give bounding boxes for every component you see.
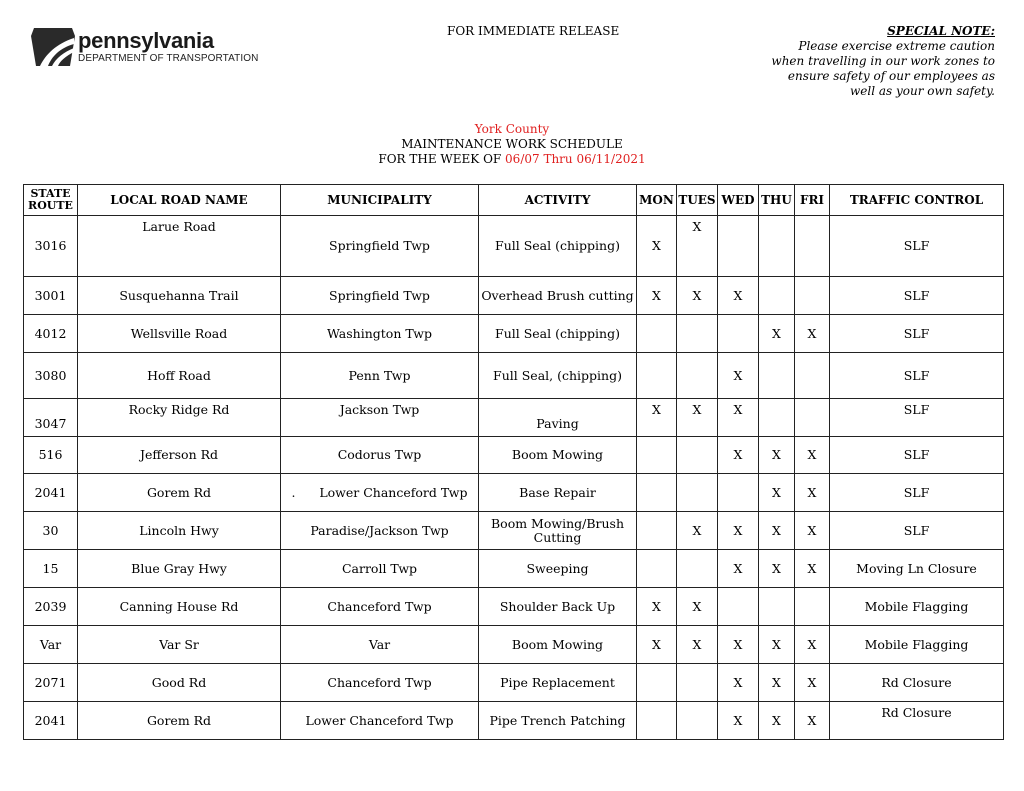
cell-activity: Boom Mowing/Brush Cutting xyxy=(479,512,637,550)
cell-traffic: Rd Closure xyxy=(830,664,1004,702)
cell-municipality: Chanceford Twp xyxy=(281,664,479,702)
table-row xyxy=(24,588,1004,626)
cell-activity: Boom Mowing xyxy=(479,437,637,474)
cell-tue xyxy=(677,437,718,474)
week-line xyxy=(0,152,1024,167)
table-row xyxy=(24,399,1004,437)
col-activity: ACTIVITY xyxy=(479,185,637,216)
cell-wed: X xyxy=(718,277,759,315)
cell-road: Larue Road xyxy=(78,216,281,277)
cell-municipality: Springfield Twp xyxy=(281,277,479,315)
cell-activity: Full Seal (chipping) xyxy=(479,315,637,353)
cell-mon xyxy=(637,353,677,399)
cell-mon xyxy=(637,702,677,740)
cell-mon: X xyxy=(637,588,677,626)
week-range: 06/07 Thru 06/11/2021 xyxy=(505,152,646,166)
cell-activity: Base Repair xyxy=(479,474,637,512)
cell-traffic: Moving Ln Closure xyxy=(830,550,1004,588)
cell-tue: X xyxy=(677,512,718,550)
cell-fri: X xyxy=(795,512,830,550)
logo-subtitle: DEPARTMENT OF TRANSPORTATION xyxy=(78,53,259,64)
cell-thu: X xyxy=(759,626,795,664)
col-tue: TUES xyxy=(677,185,718,216)
cell-wed: X xyxy=(718,626,759,664)
cell-activity: Paving xyxy=(479,399,637,437)
cell-activity: Sweeping xyxy=(479,550,637,588)
table-row xyxy=(24,353,1004,399)
cell-route: 4012 xyxy=(24,315,78,353)
cell-tue: X xyxy=(677,277,718,315)
cell-wed xyxy=(718,588,759,626)
schedule-title: MAINTENANCE WORK SCHEDULE xyxy=(401,137,623,151)
cell-fri xyxy=(795,353,830,399)
table-row xyxy=(24,437,1004,474)
cell-thu xyxy=(759,588,795,626)
cell-traffic: SLF xyxy=(830,437,1004,474)
cell-tue xyxy=(677,664,718,702)
cell-wed: X xyxy=(718,353,759,399)
cell-thu: X xyxy=(759,550,795,588)
cell-traffic: Rd Closure xyxy=(830,702,1004,740)
cell-traffic: SLF xyxy=(830,353,1004,399)
cell-thu: X xyxy=(759,474,795,512)
cell-traffic: SLF xyxy=(830,315,1004,353)
cell-tue xyxy=(677,315,718,353)
cell-road: Jefferson Rd xyxy=(78,437,281,474)
cell-road: Blue Gray Hwy xyxy=(78,550,281,588)
cell-road: Good Rd xyxy=(78,664,281,702)
col-mon: MON xyxy=(637,185,677,216)
cell-thu xyxy=(759,353,795,399)
cell-route: 3047 xyxy=(24,399,78,437)
cell-road: Gorem Rd xyxy=(78,474,281,512)
cell-mon xyxy=(637,437,677,474)
cell-road: Hoff Road xyxy=(78,353,281,399)
cell-route: 2039 xyxy=(24,588,78,626)
release-label: FOR IMMEDIATE RELEASE xyxy=(447,24,620,38)
table-row xyxy=(24,315,1004,353)
col-state-route xyxy=(24,185,78,216)
cell-thu: X xyxy=(759,664,795,702)
cell-thu xyxy=(759,277,795,315)
cell-tue: X xyxy=(677,399,718,437)
cell-traffic: SLF xyxy=(830,399,1004,437)
cell-mon xyxy=(637,512,677,550)
cell-tue xyxy=(677,702,718,740)
cell-route: Var xyxy=(24,626,78,664)
cell-route: 3016 xyxy=(24,216,78,277)
cell-wed: X xyxy=(718,399,759,437)
col-traffic-control: TRAFFIC CONTROL xyxy=(830,185,1004,216)
cell-municipality: Jackson Twp xyxy=(281,399,479,437)
table-row xyxy=(24,626,1004,664)
cell-traffic: Mobile Flagging xyxy=(830,588,1004,626)
col-road-name: LOCAL ROAD NAME xyxy=(78,185,281,216)
cell-thu xyxy=(759,216,795,277)
cell-mon xyxy=(637,550,677,588)
cell-fri xyxy=(795,277,830,315)
cell-municipality: Codorus Twp xyxy=(281,437,479,474)
cell-municipality: Var xyxy=(281,626,479,664)
keystone-road-icon xyxy=(30,26,76,68)
cell-municipality: Chanceford Twp xyxy=(281,588,479,626)
cell-municipality: Washington Twp xyxy=(281,315,479,353)
cell-wed: X xyxy=(718,664,759,702)
table-row xyxy=(24,550,1004,588)
cell-thu: X xyxy=(759,315,795,353)
cell-tue xyxy=(677,474,718,512)
cell-tue: X xyxy=(677,626,718,664)
cell-wed xyxy=(718,216,759,277)
cell-road: Var Sr xyxy=(78,626,281,664)
cell-road: Gorem Rd xyxy=(78,702,281,740)
cell-fri xyxy=(795,399,830,437)
cell-road: Susquehanna Trail xyxy=(78,277,281,315)
cell-activity: Full Seal, (chipping) xyxy=(479,353,637,399)
cell-route: 2071 xyxy=(24,664,78,702)
special-note-line: ensure safety of our employees as xyxy=(787,69,995,83)
cell-municipality: Lower Chanceford Twp xyxy=(281,702,479,740)
cell-tue: X xyxy=(677,216,718,277)
cell-thu: X xyxy=(759,512,795,550)
cell-route: 516 xyxy=(24,437,78,474)
cell-municipality: . Lower Chanceford Twp xyxy=(281,474,479,512)
table-row xyxy=(24,664,1004,702)
penndot-logo xyxy=(30,26,260,70)
cell-thu xyxy=(759,399,795,437)
cell-road: Wellsville Road xyxy=(78,315,281,353)
table-row xyxy=(24,277,1004,315)
cell-fri: X xyxy=(795,474,830,512)
table-row xyxy=(24,512,1004,550)
special-note-title: SPECIAL NOTE: xyxy=(887,24,995,38)
cell-mon: X xyxy=(637,277,677,315)
special-note xyxy=(771,24,995,99)
cell-traffic: SLF xyxy=(830,216,1004,277)
cell-traffic: SLF xyxy=(830,474,1004,512)
county-name: York County xyxy=(474,122,550,136)
cell-activity: Pipe Trench Patching xyxy=(479,702,637,740)
cell-traffic: SLF xyxy=(830,512,1004,550)
cell-municipality: Penn Twp xyxy=(281,353,479,399)
cell-route: 3001 xyxy=(24,277,78,315)
cell-mon xyxy=(637,315,677,353)
cell-wed: X xyxy=(718,702,759,740)
cell-mon xyxy=(637,474,677,512)
col-municipality: MUNICIPALITY xyxy=(281,185,479,216)
cell-wed: X xyxy=(718,512,759,550)
cell-route: 30 xyxy=(24,512,78,550)
cell-fri xyxy=(795,216,830,277)
cell-municipality: Paradise/Jackson Twp xyxy=(281,512,479,550)
cell-fri: X xyxy=(795,702,830,740)
cell-fri: X xyxy=(795,437,830,474)
col-fri: FRI xyxy=(795,185,830,216)
special-note-line: when travelling in our work zones to xyxy=(771,54,995,68)
cell-wed xyxy=(718,315,759,353)
table-row xyxy=(24,216,1004,277)
cell-activity: Pipe Replacement xyxy=(479,664,637,702)
cell-activity: Boom Mowing xyxy=(479,626,637,664)
logo-wordmark: pennsylvania xyxy=(78,28,214,53)
cell-mon xyxy=(637,664,677,702)
cell-wed: X xyxy=(718,550,759,588)
cell-road: Rocky Ridge Rd xyxy=(78,399,281,437)
cell-municipality: Carroll Twp xyxy=(281,550,479,588)
cell-fri: X xyxy=(795,315,830,353)
cell-activity: Shoulder Back Up xyxy=(479,588,637,626)
cell-mon: X xyxy=(637,216,677,277)
cell-route: 2041 xyxy=(24,474,78,512)
cell-road: Canning House Rd xyxy=(78,588,281,626)
cell-route: 2041 xyxy=(24,702,78,740)
cell-wed xyxy=(718,474,759,512)
cell-road: Lincoln Hwy xyxy=(78,512,281,550)
cell-tue xyxy=(677,550,718,588)
week-prefix: FOR THE WEEK OF xyxy=(378,152,506,166)
cell-wed: X xyxy=(718,437,759,474)
cell-mon: X xyxy=(637,626,677,664)
cell-municipality: Springfield Twp xyxy=(281,216,479,277)
cell-tue: X xyxy=(677,588,718,626)
cell-activity: Full Seal (chipping) xyxy=(479,216,637,277)
cell-traffic: Mobile Flagging xyxy=(830,626,1004,664)
cell-tue xyxy=(677,353,718,399)
special-note-line: well as your own safety. xyxy=(850,84,995,98)
table-row xyxy=(24,474,1004,512)
table-header-row xyxy=(24,185,1004,216)
work-schedule-table xyxy=(23,184,1004,740)
col-thu: THU xyxy=(759,185,795,216)
col-state-route-line1: STATE xyxy=(30,187,71,200)
cell-thu: X xyxy=(759,702,795,740)
cell-mon: X xyxy=(637,399,677,437)
schedule-heading xyxy=(0,122,1024,167)
cell-fri: X xyxy=(795,550,830,588)
cell-route: 15 xyxy=(24,550,78,588)
special-note-line: Please exercise extreme caution xyxy=(798,39,995,53)
cell-traffic: SLF xyxy=(830,277,1004,315)
cell-thu: X xyxy=(759,437,795,474)
cell-route: 3080 xyxy=(24,353,78,399)
cell-fri xyxy=(795,588,830,626)
col-wed: WED xyxy=(718,185,759,216)
col-state-route-line2: ROUTE xyxy=(28,199,73,212)
cell-activity: Overhead Brush cutting xyxy=(479,277,637,315)
table-row xyxy=(24,702,1004,740)
cell-fri: X xyxy=(795,626,830,664)
cell-fri: X xyxy=(795,664,830,702)
